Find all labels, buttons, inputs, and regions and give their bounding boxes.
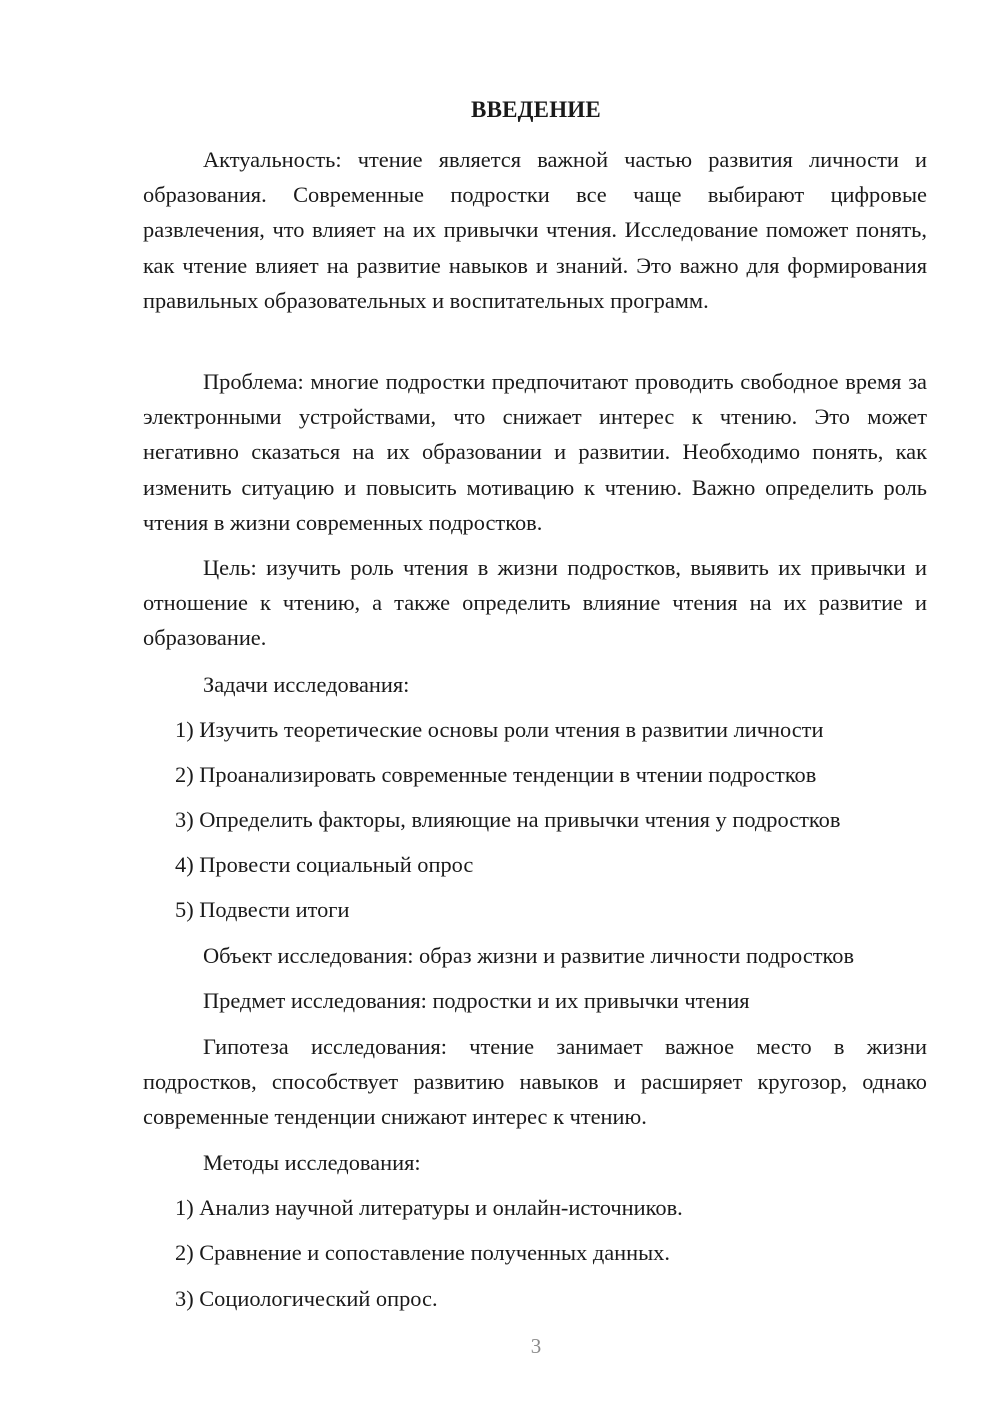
problem-paragraph: Проблема: многие подростки предпочитают проводить свободное время за электронными устройствами, что снижает интерес к чтению. Это может негативно сказаться на их образовании и развитии. Необходимо понять, как изменить ситуацию и повысить мотивацию к чтению. Важно определить роль чтения в жизни современных подростков. (143, 369, 927, 535)
task-item: 3) Определить факторы, влияющие на привычки чтения у подростков (175, 807, 841, 832)
task-item: 4) Провести социальный опрос (175, 852, 474, 877)
task-item: 1) Изучить теоретические основы роли чтения в развитии личности (175, 717, 824, 742)
research-object: Объект исследования: образ жизни и развитие личности подростков (203, 943, 855, 968)
relevance-paragraph: Актуальность: чтение является важной частью развития личности и образования. Современные подростки все чаще выбирают цифровые развлечения, что влияет на их привычки чтения. Исследование поможет понять, как чтение влияет на развитие навыков и знаний. Это важно для формирования правильных образовательных и воспитательных программ. (143, 147, 927, 313)
tasks-heading: Задачи исследования: (203, 672, 410, 697)
task-item: 2) Проанализировать современные тенденции в чтении подростков (175, 762, 817, 787)
method-item: 2) Сравнение и сопоставление полученных данных. (175, 1240, 670, 1265)
hypothesis-paragraph: Гипотеза исследования: чтение занимает важное место в жизни подростков, способствует развитию навыков и расширяет кругозор, однако современные тенденции снижают интерес к чтению. (143, 1034, 927, 1130)
methods-heading: Методы исследования: (203, 1150, 421, 1175)
section-title: ВВЕДЕНИЕ (471, 97, 601, 122)
goal-paragraph: Цель: изучить роль чтения в жизни подростков, выявить их привычки и отношение к чтению, а также определить влияние чтения на их развитие и образование. (143, 555, 927, 651)
research-subject: Предмет исследования: подростки и их привычки чтения (203, 988, 750, 1013)
method-item: 1) Анализ научной литературы и онлайн-источников. (175, 1195, 683, 1220)
page-number: 3 (530, 1334, 542, 1358)
task-item: 5) Подвести итоги (175, 897, 350, 922)
method-item: 3) Социологический опрос. (175, 1286, 438, 1311)
